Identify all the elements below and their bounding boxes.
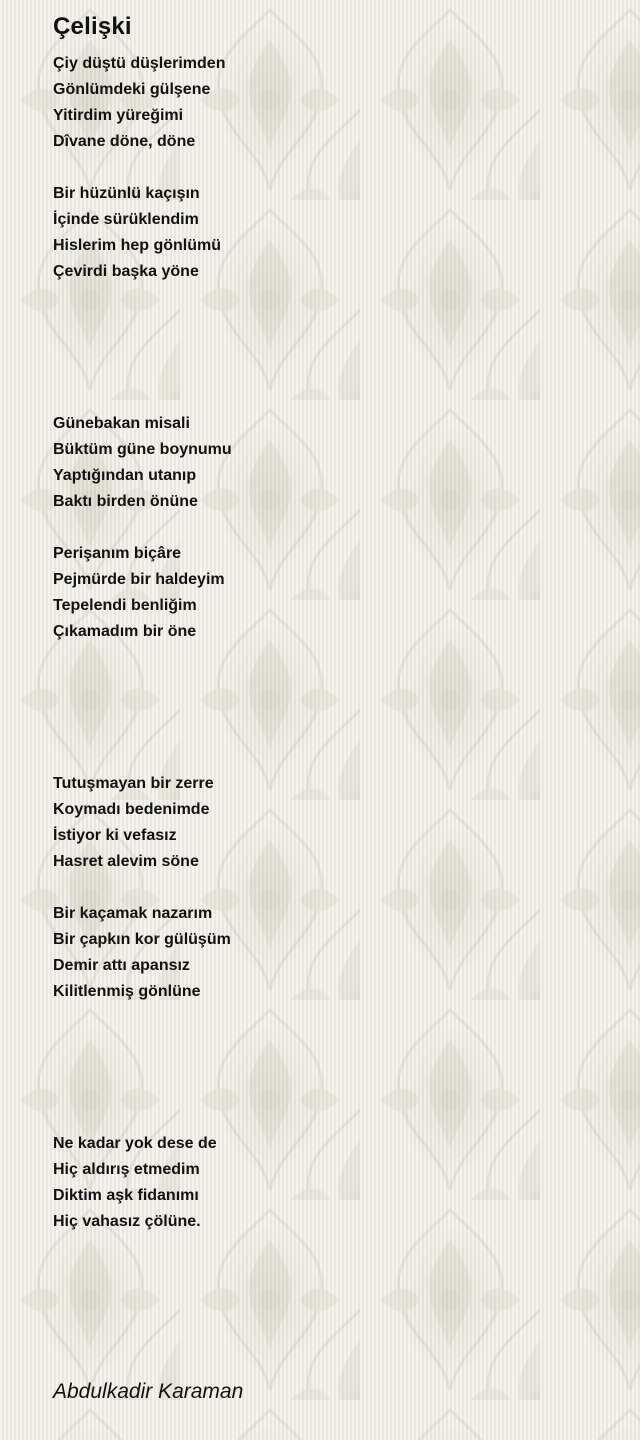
stanza-5 [53,771,214,875]
poem-line: Yitirdim yüreğimi [53,107,184,124]
poem-line: Diktim aşk fidanımı [53,1187,199,1204]
stanza-6 [53,901,231,1005]
stanza-2 [53,181,221,285]
poem-title: Çelişki [53,13,132,40]
poem-line: Koymadı bedenimde [53,801,210,818]
poem-line: Hiç aldırış etmedim [53,1161,200,1178]
poem-line: Dîvane döne, döne [53,133,196,150]
poem-line: Bir kaçamak nazarım [53,905,213,922]
poem-line: Hiç vahasız çölüne. [53,1213,201,1230]
poem-line: Kilitlenmiş gönlüne [53,983,201,1000]
stanza-1 [53,51,225,155]
poem-line: Bir hüzünlü kaçışın [53,185,200,202]
poem-author: Abdulkadir Karaman [53,1380,244,1403]
poem-line: Ne kadar yok dese de [53,1135,217,1152]
stanza-4 [53,541,225,645]
poem-line: Büktüm güne boynumu [53,441,232,458]
poem-page [53,10,613,1230]
poem-line: Baktı birden önüne [53,493,198,510]
poem-line: Hasret alevim söne [53,853,199,870]
poem-line: Bir çapkın kor gülüşüm [53,931,231,948]
poem-line: Çıkamadım bir öne [53,623,197,640]
poem-line: Günebakan misali [53,415,190,432]
poem-line: Hislerim hep gönlümü [53,237,222,254]
poem-line: Yaptığından utanıp [53,467,197,484]
poem-line: İstiyor ki vefasız [53,827,177,844]
poem-line: İçinde sürüklendim [53,211,199,228]
poem-line: Demir attı apansız [53,957,190,974]
poem-line: Tutuşmayan bir zerre [53,775,214,792]
stanza-7 [53,1131,217,1235]
stanza-3 [53,411,232,515]
poem-line: Pejmürde bir haldeyim [53,571,225,588]
poem-line: Tepelendi benliğim [53,597,197,614]
poem-line: Gönlümdeki gülşene [53,81,211,98]
poem-line: Çiy düştü düşlerimden [53,55,226,72]
poem-line: Çevirdi başka yöne [53,263,199,280]
poem-line: Perişanım biçâre [53,545,182,562]
